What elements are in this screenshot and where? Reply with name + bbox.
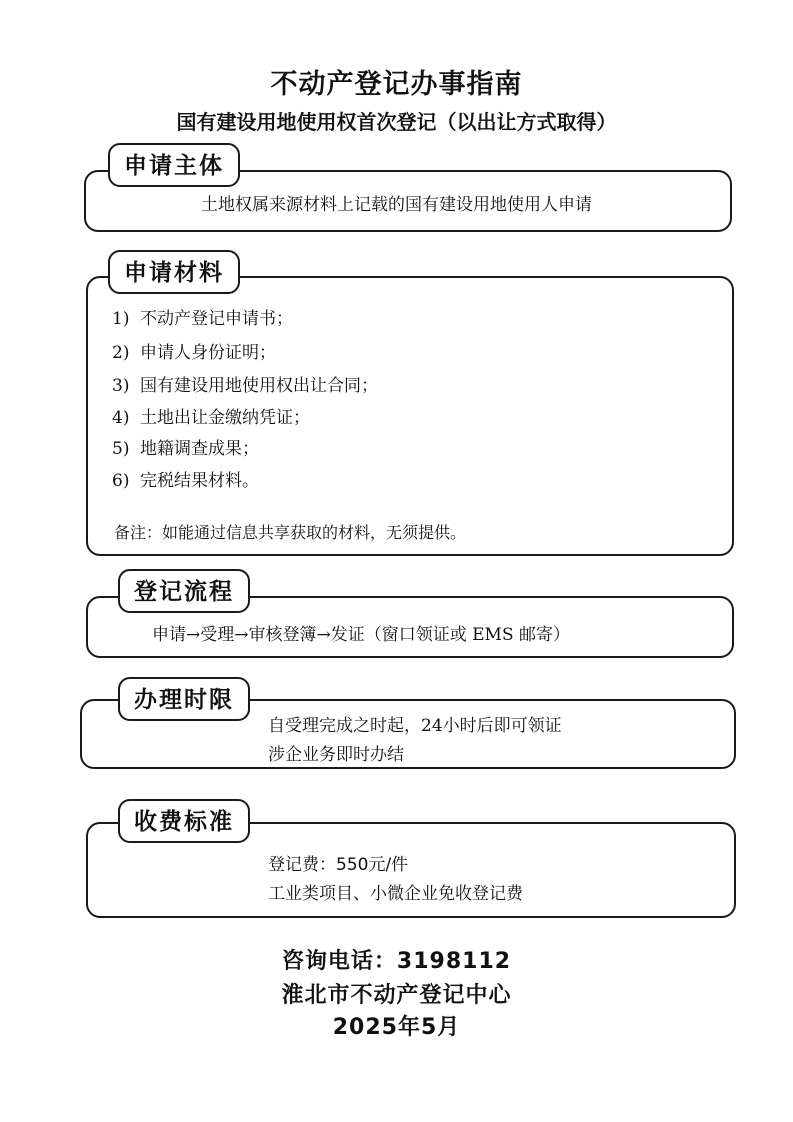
material-item-text: 完税结果材料。 xyxy=(140,471,259,491)
process-text: 申请→受理→审核登簿→发证（窗口领证或 EMS 邮寄） xyxy=(152,625,571,645)
material-item-number: 5) xyxy=(112,439,130,459)
material-item-text: 申请人身份证明； xyxy=(140,343,276,363)
fees-line-1: 登记费：550元/件 xyxy=(268,855,409,875)
material-item xyxy=(112,466,259,491)
material-item-number: 4) xyxy=(112,408,130,428)
fees-heading: 收费标准 xyxy=(118,799,250,843)
materials-note: 备注：如能通过信息共享获取的材料，无须提供。 xyxy=(114,523,467,542)
issue-date: 2025年5月 xyxy=(332,1015,461,1040)
material-item xyxy=(112,403,310,428)
material-item-text: 不动产登记申请书； xyxy=(140,309,293,329)
material-item xyxy=(112,338,276,363)
consult-phone: 咨询电话：3198112 xyxy=(281,949,512,974)
material-item xyxy=(112,434,259,459)
time-limit-line-2: 涉企业务即时办结 xyxy=(268,745,404,765)
issuing-org: 淮北市不动产登记中心 xyxy=(281,983,512,1008)
time-limit-heading: 办理时限 xyxy=(118,677,250,721)
material-item-text: 土地出让金缴纳凭证； xyxy=(140,408,310,428)
material-item-text: 国有建设用地使用权出让合同； xyxy=(140,376,378,396)
material-item-text: 地籍调查成果； xyxy=(140,439,259,459)
material-item xyxy=(112,371,378,396)
page-subtitle: 国有建设用地使用权首次登记（以出让方式取得） xyxy=(176,110,617,134)
process-heading: 登记流程 xyxy=(118,569,250,613)
fees-line-2: 工业类项目、小微企业免收登记费 xyxy=(268,884,523,904)
page-title: 不动产登记办事指南 xyxy=(270,69,523,100)
applicant-heading: 申请主体 xyxy=(108,143,240,187)
material-item-number: 1) xyxy=(112,309,130,329)
time-limit-line-1: 自受理完成之时起，24小时后即可领证 xyxy=(268,716,562,736)
material-item-number: 2) xyxy=(112,343,130,363)
materials-heading: 申请材料 xyxy=(108,250,240,294)
material-item-number: 6) xyxy=(112,471,130,491)
applicant-text: 土地权属来源材料上记载的国有建设用地使用人申请 xyxy=(201,195,592,215)
material-item xyxy=(112,304,293,329)
material-item-number: 3) xyxy=(112,376,130,396)
